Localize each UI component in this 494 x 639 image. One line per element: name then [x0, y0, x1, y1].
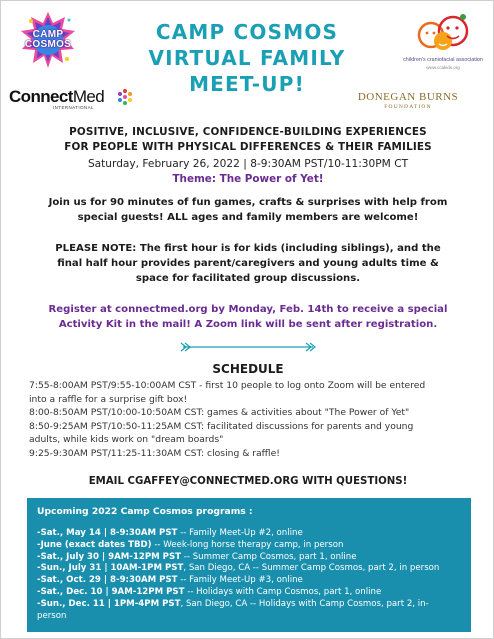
cca-url: www.ccakids.org — [426, 65, 460, 70]
event-date: Saturday, February 26, 2022 | 8-9:30AM PST/10-11:30PM CT — [87, 158, 409, 170]
register-paragraph: Register at connectmed.org by Monday, Feb. 14th to receive a special Activity Kit in the mail! A Zoom link will be sent after registration. — [48, 304, 448, 330]
schedule-title: SCHEDULE — [212, 362, 284, 376]
page-title — [111, 19, 383, 97]
cca-logo — [397, 11, 489, 77]
upcoming-item: -Sat., Dec. 10 | 9AM-12PM PST -- Holidays with Camp Cosmos, part 1, online — [37, 586, 382, 597]
donegan-name: DONEGAN BURNS — [357, 91, 459, 103]
cca-name: children's craniofacial association — [403, 57, 483, 63]
upcoming-item: -Sun., Dec. 11 | 1PM-4PM PST, San Diego, CA -- Holidays with Camp Cosmos, part 2, in- — [37, 598, 429, 609]
connectmed-flower-icon — [116, 88, 134, 106]
schedule-line: into a raffle for a surprise gift box! — [29, 393, 188, 405]
event-theme: Theme: The Power of Yet! — [172, 173, 324, 185]
schedule-line: 9:25-9:30AM PST/11:25-11:30AM CST: closing & raffle! — [29, 447, 280, 459]
upcoming-item: -Sat., Oct. 29 | 8-9:30AM PST -- Family Meet-Up #3, online — [37, 575, 303, 586]
donegan-burns-logo — [353, 91, 463, 115]
schedule-line: 7:55-8:00AM PST/9:55-10:00AM CST - first 10 people to log onto Zoom will be entered — [29, 380, 426, 391]
title-line-1: CAMP COSMOS — [155, 20, 339, 44]
intro-paragraph: Join us for 90 minutes of fun games, crafts & surprises with help from special guests! ALL ages and family members are welcome! — [48, 197, 448, 223]
faces-icon — [417, 11, 469, 55]
schedule-line: 8:50-9:25AM PST/10:50-11:25AM CST: facilitated discussions for parents and young — [29, 420, 414, 432]
upcoming-list — [37, 528, 467, 622]
upcoming-item: -Sat., July 30 | 9AM-12PM PST -- Summer Camp Cosmos, part 1, online — [37, 551, 357, 562]
upcoming-title: Upcoming 2022 Camp Cosmos programs : — [37, 506, 253, 517]
arrow-divider-icon — [179, 341, 317, 353]
upcoming-item: -Sat., May 14 | 8-9:30AM PST -- Family Meet-Up #2, online — [37, 528, 303, 538]
upcoming-item: person — [37, 610, 67, 621]
connectmed-wordmark: ConnectMed — [9, 87, 105, 106]
schedule-list — [29, 379, 481, 461]
contact-email-line: EMAIL CGAFFEY@CONNECTMED.ORG WITH QUESTIONS! — [88, 476, 408, 487]
donegan-sub: FOUNDATION — [384, 104, 432, 110]
upcoming-programs-box — [27, 498, 471, 632]
camp-cosmos-logo-text: CAMP COSMOS — [24, 29, 72, 50]
title-line-3: MEET-UP! — [189, 72, 305, 96]
schedule-line: adults, while kids work on "dream boards" — [29, 434, 224, 446]
connectmed-logo — [9, 87, 134, 113]
subheading: POSITIVE, INCLUSIVE, CONFIDENCE-BUILDING EXPERIENCES FOR PEOPLE WITH PHYSICAL DIFFERENCES & THEIR FAMILIES — [64, 126, 432, 153]
upcoming-item: -June (exact dates TBD) -- Week-long horse therapy camp, in person — [37, 539, 344, 550]
title-line-2: VIRTUAL FAMILY — [148, 46, 346, 70]
note-paragraph: PLEASE NOTE: The first hour is for kids (including siblings), and the final half hour provides parent/caregivers and young adults time & space for facilitated group discussions. — [55, 243, 441, 284]
schedule-line: 8:00-8:50AM PST/10:00-10:50AM CST: games & activities about "The Power of Yet" — [29, 407, 410, 419]
upcoming-item: -Sun., July 31 | 10AM-1PM PST, San Diego, CA -- Summer Camp Cosmos, part 2, in person — [37, 563, 440, 574]
camp-cosmos-logo — [19, 11, 77, 69]
connectmed-sub: INTERNATIONAL — [53, 105, 94, 110]
